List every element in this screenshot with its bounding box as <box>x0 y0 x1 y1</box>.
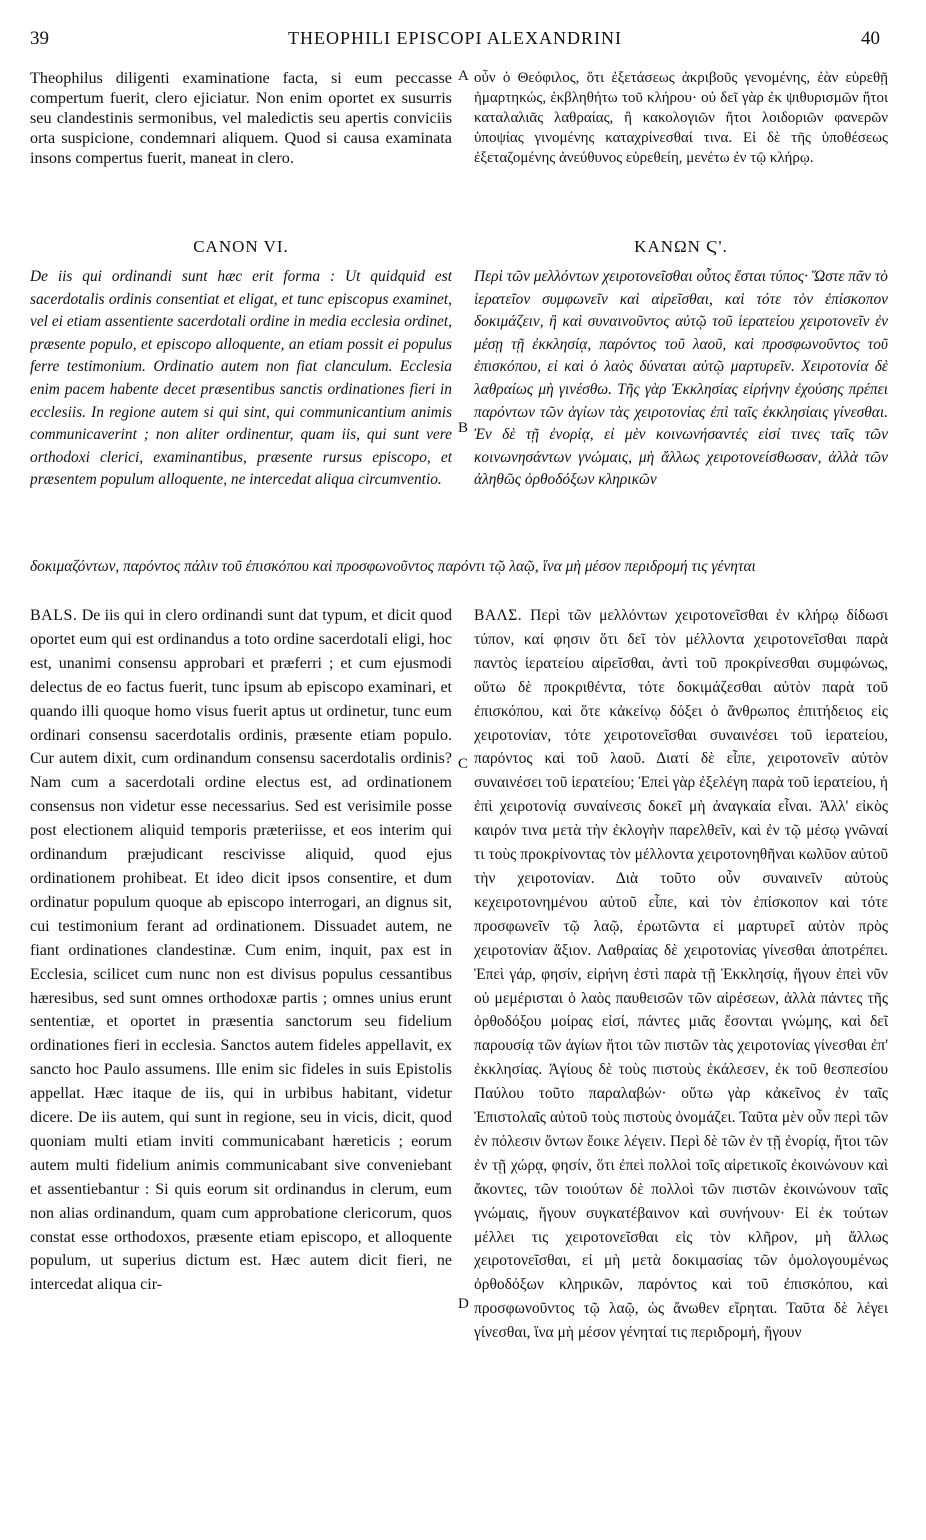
latin-commentary-text: De iis qui in clero ordinandi sunt dat typum, et dicit quod oportet eum qui est ordinandus a toto ordine sacerdotali eligi, hoc est, unanimi consensu approbari et præferri ; et cum ejusmodi delectus de eo factus fuerit, tunc ipsum ab episcopo examinari, et quando illi quoque homo visus fuerit aptus ut ordinetur, tunc eum ordinari consensu sacerdotalis ordinis, præsente etiam populo. Cur autem dixit, cum ordinandum consensu sacerdotalis ordinis? Nam cum a sacerdotali ordine electus est, ad ordinationem consensus non videtur esse necessarius. Sed est verisimile posse post electionem aliquid temporis præteriisse, et eos interim qui ordinandum præjudicant rescivisse aliquid, quod ejus ordinationem prohibeat. Et ideo dicit ipsos consentire, et dum ordinatur populum quoque ab episcopo interrogari, an dignus sit, cui testimonium ferant ad ordinationem. Dissuadet autem, ne fiant ordinationes clandestinæ. Cum enim, inquit, pax est in Ecclesia, scilicet cum nunc non est divisus populus cessantibus hæresibus, sed sunt omnes orthodoxæ partis ; omnes unius erunt sententiæ, et oportet in præsentia sanctorum seu fidelium ordinationes fieri in ecclesia. Sanctos autem fideles appellavit, ex sancto hoc Paulo assumens. Ille enim sic fideles in suis Epistolis appellat. Hæc itaque de iis, qui in urbibus habitant, videtur dicere. De iis autem, qui sunt in regione, seu in vicis, dicit, quod quoniam multi etiam inviti communicabant hæreticis ; eorum autem multi fidelium animis communicabant sive conveniebant et assentiebantur : Si quis eorum sit ordinandus in clerum, eum non alias ordinandum, quam cum approbatione clericorum, quos constat esse orthodoxos, præsente etiam episcopo, et alloquente populum, ut superius dictum est. Hæc autem dicit fieri, ne intercedat aliqua cir- <box>30 607 452 1294</box>
canon-heading-greek: ΚΑΝΩΝ Ϛ'. <box>634 237 728 256</box>
latin-commentary-paragraph <box>30 604 452 1297</box>
canon-heading-latin: CANON VI. <box>193 237 289 256</box>
page-header <box>30 28 880 54</box>
latin-commentary-siglum: BALS. <box>30 607 78 624</box>
greek-canon-continuation: δοκιμαζόντων, παρόντος πάλιν τοῦ ἐπισκόπου καὶ προσφωνοῦντος παρόντι τῷ λαῷ, ἵνα μὴ μέσον περιδρομή τις γένηται <box>30 558 756 575</box>
margin-marker-b: B <box>458 420 469 436</box>
running-title: THEOPHILI EPISCOPI ALEXANDRINI <box>288 28 622 48</box>
greek-commentary-text: Περὶ τῶν μελλόντων χειροτονεῖσθαι ἐν κλήρῳ δίδωσι τύπον, καί φησιν ὅτι δεῖ τὸν μέλλοντα χειροτονεῖσθαι παρὰ παντὸς ἱερατείου αἱρεῖσθαι, ἀντὶ τοῦ προκρίνεσθαι συμφώνως, οὕτω δὲ προκριθέντα, τότε δοκιμάζεσθαι αὐτὸν παρὰ τοῦ ἐπισκόπου, καὶ ὅτε κἀκείνῳ δόξει ὁ ἄνθρωπος ἐπιτήδειος εἰς χειροτονίαν, τότε χειροτονεῖσθαι συναινέσει τοῦ ἱερατείου, παρόντος καὶ τοῦ λαοῦ. Διατί δὲ εἶπε, χειροτονεῖν αὐτὸν συναινέσει τοῦ ἱερατείου; Ἐπεὶ γὰρ ἐξελέγη παρὰ τοῦ ἱερατείου, ἡ ἐπὶ χειροτονίᾳ συναίνεσις δοκεῖ μὴ ἀναγκαία εἶναι. Ἀλλ' εἰκὸς καιρόν τινα μετὰ τὴν ἐκλογὴν παρελθεῖν, καὶ ἐν τῷ μέσῳ γνῶναί τι τοὺς προκρίνοντας τὸν μέλλοντα χειροτονηθῆναι κωλῦον αὐτοῦ τὴν χειροτονίαν. Διὰ τοῦτο οὖν συναινεῖν αὐτοὺς κεχειροτονημένου αὐτοῦ εἶπε, καὶ τὸν ἐπίσκοπον καὶ τότε προσφωνεῖν τῷ λαῷ, ἐρωτῶντα εἰ μαρτυρεῖ αὐτὸν πρὸς χειροτονίαν ἄξιον. Λαθραίας δὲ χειροτονίας γίνεσθαι ἀποτρέπει. Ἐπεὶ γάρ, φησίν, εἰρήνη ἐστὶ παρὰ τῇ Ἐκκλησίᾳ, ἤγουν ἐπεὶ νῦν οὐ μεμέρισται ὁ λαὸς παυθεισῶν τῶν αἱρέσεων, ἀλλὰ πάντες τῆς ὀρθοδόξου μοίρας εἰσί, πάντες μιᾶς ἔσονται γνώμης, καὶ δεῖ παρουσίᾳ τῶν ἁγίων ἤτοι τῶν πιστῶν τὰς χειροτονίας γίνεσθαι ἐπ' ἐκκλησίας. Ἁγίους δὲ τοὺς πιστοὺς ἐκάλεσεν, ἐκ τοῦ θεσπεσίου Παύλου τοῦτο παραλαβών· οὕτω γὰρ κἀκεῖνος ἐν ταῖς Ἐπιστολαῖς αὐτοῦ τοὺς πιστοὺς ὀνομάζει. Ταῦτα μὲν οὖν περὶ τῶν ἐν πόλεσιν ὄντων ἔοικε λέγειν. Περὶ δὲ τῶν ἐν τῇ ἐνορίᾳ, ἤτοι τῶν ἐν τῇ χώρᾳ, φησίν, ὅτι ἐπεὶ πολλοὶ τοῖς αἱρετικοῖς ἐκοινώνουν καὶ ἄκοντες, τῶν τοιούτων δὲ πολλοὶ τῶν πιστῶν ἐκοινώνουν ταῖς γνώμαις, ἤγουν συγκατέβαινον καὶ συνήνουν· Εἰ ἐκ τούτων μέλλει τις χειροτονεῖσθαι εἰς τὸν κλῆρον, μὴ ἄλλως χειροτονεῖσθαι, εἰ μὴ μετὰ δοκιμασίας τῶν ὁμολογουμένως ὀρθοδόξων κληρικῶν, παρόντος καὶ τοῦ ἐπισκόπου, καὶ προσφωνοῦντος τῷ λαῷ, ὡς ἄνωθεν εἴρηται. Ταῦτα δὲ λέγει γίνεσθαι, ἵνα μὴ μέσον γένηταί τις περιδρομή, ἤγουν <box>474 607 888 1342</box>
greek-canon-text <box>474 266 888 550</box>
latin-column-top <box>30 68 452 210</box>
greek-paragraph-intro: οὖν ὁ Θεόφιλος, ὅτι ἐξετάσεως ἀκριβοῦς γενομένης, ἐὰν εὑρεθῇ ἡμαρτηκώς, ἐκβληθήτω τοῦ κλήρου· οὐ δεῖ γὰρ ἐκ ψιθυρισμῶν ἤτοι καταλαλιᾶς λαθραίας, ἢ κακολογιῶν ἤτοι λοιδοριῶν φανερῶν ὑποψίας γινομένης καταχρίνεσθαί τινα. Εἰ δὲ τῆς ὑποθέσεως ἐξεταζομένης ἀνεύθυνος εὑρεθείη, μενέτω ἐν τῷ κλήρῳ. <box>474 70 888 166</box>
latin-canon-paragraph: De iis qui ordinandi sunt hæc erit forma : Ut quidquid est sacerdotalis ordinis consentiat et eligat, et tunc episcopus examinet, vel ei etiam assentiente sacerdotali ordine in media ecclesia ordinet, præsente populo, et episcopo alloquente, an etiam possit ei populus ferre testimonium. Ordinatio autem non fiat clanculum. Ecclesia enim pacem habente decet præsentibus sanctis ordinationes fieri in ecclesiis. In regione autem si qui sint, qui communicantium animis communicaverint ; non aliter ordinentur, quam iis, qui sunt vere orthodoxi clerici, examinantibus, præsente rursus episcopo, et præsentem populum alloquente, ne intercedat aliqua circumventio. <box>30 268 452 489</box>
margin-marker-a: A <box>458 68 469 84</box>
page-number-right: 40 <box>861 28 880 49</box>
latin-commentary-column <box>30 604 452 1524</box>
greek-canon-paragraph: Περὶ τῶν μελλόντων χειροτονεῖσθαι οὗτος ἔσται τύπος· Ὥστε πᾶν τὸ ἱερατεῖον συμφωνεῖν καὶ αἱρεῖσθαι, καὶ τότε τὸν ἐπίσκοπον δοκιμάζειν, ἢ καὶ συναινοῦντος αὐτῷ τοῦ ἱερατείου χειροτονεῖν ἐν μέσῃ τῇ ἐκκλησίᾳ, παρόντος τοῦ λαοῦ, καὶ προσφωνοῦντος τοῦ ἐπισκόπου, εἰ καὶ ὁ λαὸς δύναται αὐτῷ μαρτυρεῖν. Χειροτονία δὲ λαθραίως μὴ γινέσθω. Τῆς γὰρ Ἐκκλησίας εἰρήνην ἐχούσης πρέπει παρόντων τῶν ἁγίων τὰς χειροτονίας ἐπὶ ταῖς ἐκκλησίαις γίνεσθαι. Ἐν δὲ τῇ ἐνορίᾳ, εἰ μὲν κοινωνήσαντές εἰσί τινες ταῖς τῶν κοινωνησάντων γνώμαις, μὴ ἄλλως χειροτονείσθωσαν, ἀλλὰ τῶν ἀληθῶς ὀρθοδόξων κληρικῶν <box>474 268 888 489</box>
page-number-left: 39 <box>30 28 49 49</box>
latin-paragraph-intro: Theophilus diligenti examinatione facta, si eum peccasse compertum fuerit, clero ejiciatur. Non enim oportet ex susurris seu clandestinis sermonibus, vel maledictis seu apertis conviciis orta suspicione, condemnari aliquem. Quod si causa examinata insons compertus fuerit, maneat in clero. <box>30 69 452 167</box>
greek-commentary-paragraph <box>474 604 888 1345</box>
margin-marker-c: C <box>458 756 469 772</box>
latin-canon-text <box>30 266 452 550</box>
margin-marker-d: D <box>458 1296 469 1312</box>
greek-commentary-column <box>474 604 888 1524</box>
greek-column-top <box>474 68 888 210</box>
greek-commentary-siglum: ΒΑΛΣ. <box>474 607 523 624</box>
